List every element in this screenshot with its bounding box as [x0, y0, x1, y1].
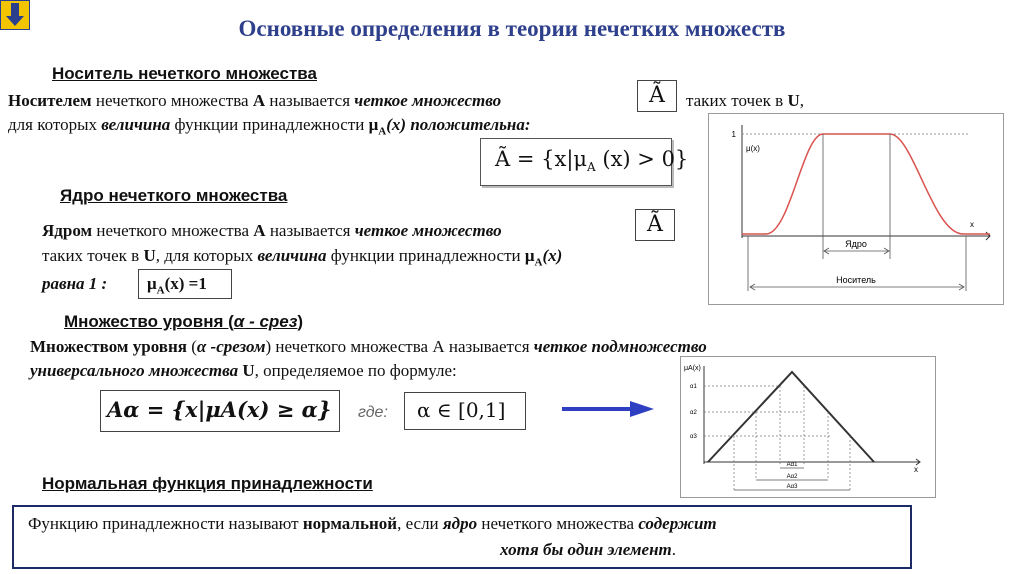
text: четкое множество: [354, 91, 502, 110]
support-core-chart: [708, 113, 1004, 305]
arrow-right-icon: [560, 396, 656, 422]
text: α: [233, 312, 245, 331]
text: величина: [257, 246, 327, 265]
text: , определяемое по формуле:: [254, 361, 457, 380]
level-line-2: [30, 360, 457, 382]
text: называется: [265, 221, 355, 240]
arrow-head: [630, 401, 654, 417]
core-label: Ядро: [845, 239, 867, 249]
text: четкое множество: [354, 221, 502, 240]
text: нечеткого множества: [91, 91, 253, 110]
core-term: Ядром: [42, 221, 93, 240]
core-heading: Ядро нечеткого множества: [60, 186, 288, 205]
text: А: [252, 91, 266, 110]
page-title: Основные определения в теории нечетких множеств: [238, 16, 786, 41]
support-line-1: [8, 90, 501, 112]
level-label-1: α1: [690, 384, 697, 390]
normal-heading: Нормальная функция принадлежности: [42, 474, 373, 493]
text: называется: [265, 91, 355, 110]
text: μ: [368, 115, 379, 134]
support-label: Носитель: [836, 275, 876, 285]
text: хотя бы один элемент: [500, 540, 672, 559]
core-line-1: [42, 220, 502, 242]
text: ) нечеткого множества А называется: [265, 337, 534, 356]
text: ядро: [442, 514, 478, 533]
text: α: [196, 337, 207, 356]
text: четкое подмножество: [533, 337, 707, 356]
text: A: [534, 256, 543, 269]
x-axis-label: x: [970, 220, 974, 229]
text: содержит: [638, 514, 717, 533]
text: - срез: [244, 312, 298, 331]
text: A: [378, 125, 387, 138]
x-axis-label: x: [914, 465, 918, 474]
level-line-1: [30, 336, 707, 358]
level-heading: [64, 312, 303, 332]
y-axis-label: μ(x): [746, 144, 760, 153]
core-line-3: равна 1 :: [42, 274, 108, 293]
text: величина: [101, 115, 171, 134]
normal-term: нормальной: [302, 514, 398, 533]
text: μ: [524, 246, 535, 265]
cut-label-2: Aα2: [786, 474, 798, 480]
text: , для которых: [155, 246, 258, 265]
text: А: [253, 221, 266, 240]
level-formula: Aα = {x|μA(x) ≥ α}: [100, 390, 340, 432]
text: положительна:: [406, 115, 531, 134]
support-line-1-tail: [686, 90, 804, 112]
text: μ: [147, 274, 157, 293]
text: U: [143, 246, 156, 265]
text: U: [242, 361, 255, 380]
level-term: Множеством уровня: [30, 337, 187, 356]
text: (x): [386, 115, 407, 134]
text: таких точек в: [686, 91, 788, 110]
support-symbol-box: [637, 80, 677, 112]
support-symbol: Ã: [649, 83, 665, 108]
text: функции принадлежности: [170, 115, 369, 134]
normal-line-2: [500, 539, 676, 561]
where-label: где:: [358, 404, 388, 421]
y-axis-label: μA(x): [684, 365, 701, 372]
text: , если: [397, 514, 443, 533]
text: универсального множества: [30, 361, 243, 380]
support-heading: Носитель нечеткого множества: [52, 64, 317, 83]
text: (x) =1: [164, 274, 207, 293]
text: A: [156, 284, 165, 297]
y-one-label: 1: [731, 130, 736, 139]
chart-frame: [681, 357, 936, 498]
text: нечеткого множества: [92, 221, 254, 240]
normal-line-1: [28, 513, 717, 535]
level-label-2: α2: [690, 410, 697, 416]
support-term: Носителем: [8, 91, 92, 110]
core-line-2: [42, 245, 562, 273]
normal-definition-box: [12, 505, 912, 569]
core-symbol-box: [635, 209, 675, 241]
core-formula: [138, 269, 232, 299]
text: U: [787, 91, 800, 110]
text: (: [186, 337, 197, 356]
text: (x): [542, 246, 563, 265]
level-label-3: α3: [690, 434, 697, 440]
cut-label-1: Aα1: [786, 462, 798, 468]
text: функции принадлежности: [326, 246, 525, 265]
alpha-cut-chart: [680, 356, 936, 498]
text: нечеткого множества: [477, 514, 639, 533]
core-symbol: Ã: [647, 212, 663, 237]
text: ): [297, 312, 304, 331]
alpha-range: α ∈ [0,1]: [404, 392, 526, 430]
support-formula: [480, 138, 689, 186]
text: таких точек в: [42, 246, 144, 265]
cut-label-3: Aα3: [786, 484, 798, 490]
text: A: [587, 160, 596, 175]
text: Множество уровня (: [64, 312, 234, 331]
text: Ã = {x|μ: [495, 147, 588, 171]
text: (x) > 0}: [595, 147, 689, 171]
support-line-2: [8, 114, 531, 142]
text: -срезом: [206, 337, 266, 356]
text: для которых: [8, 115, 102, 134]
text: ,: [799, 91, 804, 110]
text: Функцию принадлежности называют: [28, 514, 303, 533]
text: .: [671, 540, 676, 559]
